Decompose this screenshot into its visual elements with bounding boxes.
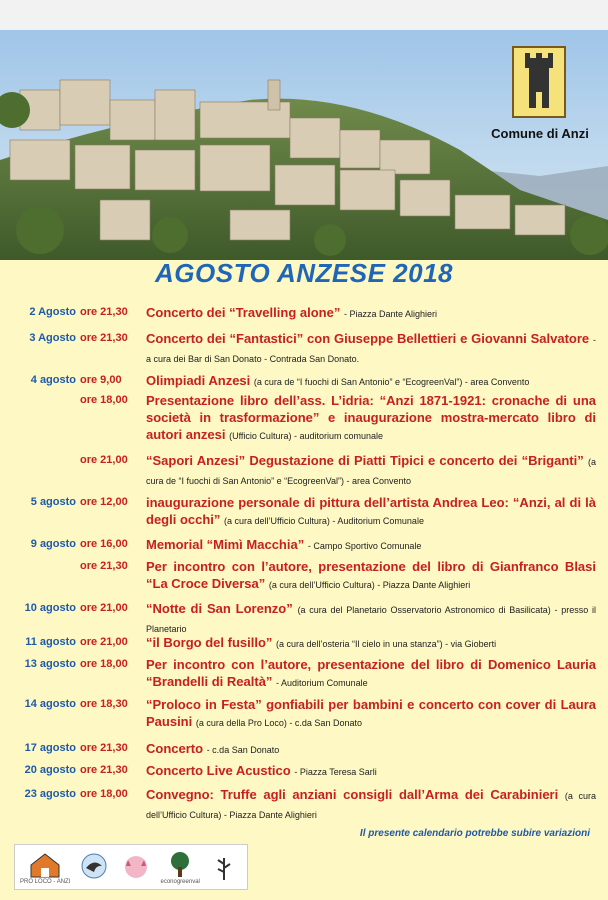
event-date: 23 agosto <box>24 788 76 800</box>
event-time: ore 16,00 <box>80 538 128 550</box>
event-time: ore 18,30 <box>80 698 128 710</box>
event-title: “Sapori Anzesi” Degustazione di Piatti Tipici e concerto dei “Briganti” <box>146 453 584 468</box>
event-title: “il Borgo del fusillo” <box>146 635 273 650</box>
tree-icon <box>162 849 198 879</box>
event-text <box>146 634 596 653</box>
event-date: 5 agosto <box>30 496 76 508</box>
event-time: ore 21,30 <box>80 306 128 318</box>
event-text <box>146 656 596 692</box>
event-text <box>146 600 596 638</box>
event-note: (a cura de “I fuochi di San Antonio” e “EcogreenVal”) - area Convento <box>253 377 530 387</box>
event-title: Per incontro con l’autore, presentazione del libro di Domenico Lauria “Brandelli di Realtà” <box>146 657 596 689</box>
event-time: ore 12,00 <box>80 496 128 508</box>
event-time: ore 21,00 <box>80 454 128 466</box>
event-text <box>146 494 596 530</box>
page-title: AGOSTO ANZESE 2018 <box>155 258 453 288</box>
event-text <box>146 392 596 445</box>
event-note: - Piazza Dante Alighieri <box>343 309 437 319</box>
event-title: Concerto dei “Travelling alone” <box>146 305 341 320</box>
event-time: ore 21,30 <box>80 764 128 776</box>
event-time: ore 21,30 <box>80 332 128 344</box>
event-text <box>146 786 596 824</box>
event-note: - Auditorium Comunale <box>276 678 368 688</box>
event-note: - c.da San Donato <box>206 745 280 755</box>
event-time: ore 21,30 <box>80 742 128 754</box>
event-title: Concerto dei “Fantastici” con Giuseppe Bellettieri e Giovanni Salvatore <box>146 331 590 346</box>
cat-logo <box>118 852 154 882</box>
event-note: (a cura dell’osteria “Il cielo in una stanza”) - via Gioberti <box>276 639 497 649</box>
event-date: 17 agosto <box>24 742 76 754</box>
event-date: 14 agosto <box>24 698 76 710</box>
crest-label: Comune di Anzi <box>491 126 589 141</box>
comune-crest <box>512 46 566 118</box>
event-text <box>146 740 596 759</box>
event-time: ore 18,00 <box>80 788 128 800</box>
event-note: - Campo Sportivo Comunale <box>307 541 422 551</box>
event-note: (a cura dell’Ufficio Cultura) - Auditorium Comunale <box>224 516 424 526</box>
logo-label: PRO LOCO - ANZI <box>20 879 71 885</box>
event-time: ore 9,00 <box>80 374 122 386</box>
event-note: (a cura dell’Ufficio Cultura) - Piazza Dante Alighieri <box>268 580 471 590</box>
event-note: (a cura del Planetario Osservatorio Astronomico di Basilicata) - presso il Planetario <box>146 605 597 634</box>
event-note: - a cura dei Bar di San Donato - Contrada San Donato. <box>146 335 596 364</box>
event-date: 13 agosto <box>24 658 76 670</box>
disclaimer-text: Il presente calendario potrebbe subire variazioni <box>359 828 590 839</box>
event-time: ore 18,00 <box>80 394 128 406</box>
event-text <box>146 372 596 391</box>
event-note: (Ufficio Cultura) - auditorium comunale <box>229 431 383 441</box>
event-note: - Piazza Teresa Sarli <box>294 767 377 777</box>
event-note: (a cura dell’Ufficio Cultura) - Piazza Dante Alighieri <box>146 791 596 820</box>
event-time: ore 21,00 <box>80 602 128 614</box>
logo-label: econogreenval <box>160 879 200 885</box>
plant-icon <box>206 852 242 882</box>
plant-logo <box>206 852 242 882</box>
event-title: “Proloco in Festa” gonfiabili per bambini e concerto con cover di Laura Pausini <box>146 697 596 729</box>
sponsor-logos <box>14 844 248 890</box>
cat-icon <box>118 852 154 882</box>
event-date: 9 agosto <box>30 538 76 550</box>
event-text <box>146 558 596 594</box>
event-title: inaugurazione personale di pittura dell’artista Andrea Leo: “Anzi, al di là degli occhi” <box>146 495 596 527</box>
event-date: 2 Agosto <box>29 306 76 318</box>
event-time: ore 21,30 <box>80 560 128 572</box>
pro-loco-house-icon <box>27 849 63 879</box>
event-text <box>146 304 596 323</box>
event-title: Convegno: Truffe agli anziani consigli dall’Arma dei Carabinieri <box>146 787 559 802</box>
event-title: Memorial “Mimì Macchia” <box>146 537 305 552</box>
event-title: Concerto <box>146 741 204 756</box>
top-strip <box>0 0 608 30</box>
event-text <box>146 696 596 732</box>
event-title: Per incontro con l’autore, presentazione del libro di Gianfranco Blasi “La Croce Diversa” <box>146 559 596 591</box>
event-text <box>146 536 596 555</box>
event-date: 20 agosto <box>24 764 76 776</box>
event-date: 11 agosto <box>25 636 76 648</box>
tree-logo <box>161 849 200 885</box>
event-note: (a cura della Pro Loco) - c.da San Donato <box>195 718 362 728</box>
event-date: 4 agosto <box>30 374 76 386</box>
event-title: Presentazione libro dell’ass. L’idria: “Anzi 1871-1921: cronache di una società in trasformazione” e inaugurazione mostra-mercato libro di autori anzesi <box>146 393 596 442</box>
event-title: Olimpiadi Anzesi <box>146 373 251 388</box>
event-time: ore 21,00 <box>80 636 128 648</box>
event-note: (a cura de “I fuochi di San Antonio” e “EcogreenVal”) - area Convento <box>146 457 596 486</box>
event-text <box>146 762 596 781</box>
event-text <box>146 452 596 490</box>
event-title: “Notte di San Lorenzo” <box>146 601 293 616</box>
event-time: ore 18,00 <box>80 658 128 670</box>
pro-loco-logo <box>20 849 70 885</box>
bird-icon <box>76 852 112 882</box>
event-date: 3 Agosto <box>29 332 76 344</box>
event-title: Concerto Live Acustico <box>146 763 291 778</box>
event-date: 10 agosto <box>24 602 76 614</box>
tower-crest-icon <box>514 48 564 116</box>
bird-logo <box>76 852 112 882</box>
event-text <box>146 330 596 368</box>
